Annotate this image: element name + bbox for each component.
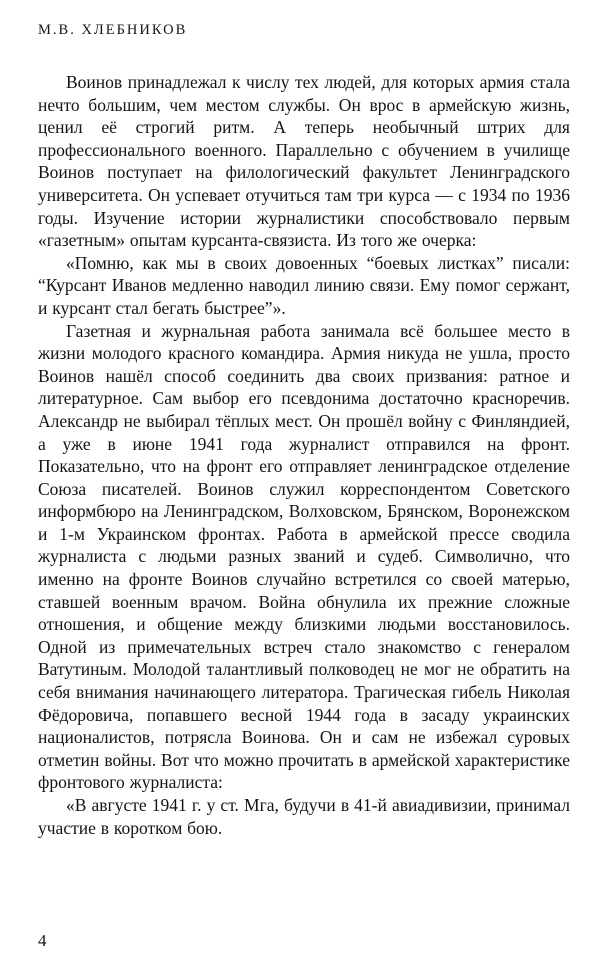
- running-header: М.В. ХЛЕБНИКОВ: [38, 22, 188, 38]
- page-number: 4: [38, 931, 47, 950]
- page-body: [38, 71, 570, 839]
- body-paragraph: «В августе 1941 г. у ст. Мга, будучи в 41-й авиадивизии, принимал участие в коротком бою.: [38, 795, 570, 838]
- body-paragraph: Воинов принадлежал к числу тех людей, для которых армия стала нечто большим, чем местом службы. Он врос в армейскую жизнь, ценил её строгий ритм. А теперь необычный штрих для профессионального военного. Параллельно с обучением в училище Воинов поступает на филологический факультет Ленинградского университета. Он успевает отучиться там три курса — с 1934 по 1936 годы. Изучение истории журналистики способствовало первым «газетным» опытам курсанта-связиста. Из того же очерка:: [38, 72, 570, 251]
- body-paragraph: «Помню, как мы в своих довоенных “боевых листках” писали: “Курсант Иванов медленно наводил линию связи. Ему помог сержант, и курсант стал бегать быстрее”».: [38, 252, 570, 318]
- body-paragraph: Газетная и журнальная работа занимала всё большее место в жизни молодого красного командира. Армия никуда не ушла, просто Воинов нашёл способ соединить два своих призвания: ратное и литературное. Сам выбор его псевдонима достаточно красноречив. Александр не выбирал тёплых мест. Он прошёл войну с Финляндией, а уже в июне 1941 года журналист отправился на фронт. Показательно, что на фронт его отправляет ленинградское отделение Союза писателей. Воинов служил корреспондентом Советского информбюро на Ленинградском, Волховском, Брянском, Воронежском и 1-м Украинском фронтах. Работа в армейской прессе сводила журналиста с людьми разных званий и судеб. Символично, что именно на фронте Воинов случайно встретился со своей матерью, ставшей военным врачом. Война обнулила их прежние сложные отношения, и общение между близкими людьми восстановилось. Одной из примечательных встреч стало знакомство с генералом Ватутиным. Молодой талантливый полководец не мог не обратить на себя внимания начинающего литератора. Трагическая гибель Николая Фёдоровича, попавшего весной 1944 года в засаду украинских националистов, потрясла Воинова. Он и сам не избежал суровых отметин войны. Вот что можно прочитать в армейской характеристике фронтового журналиста:: [38, 320, 570, 793]
